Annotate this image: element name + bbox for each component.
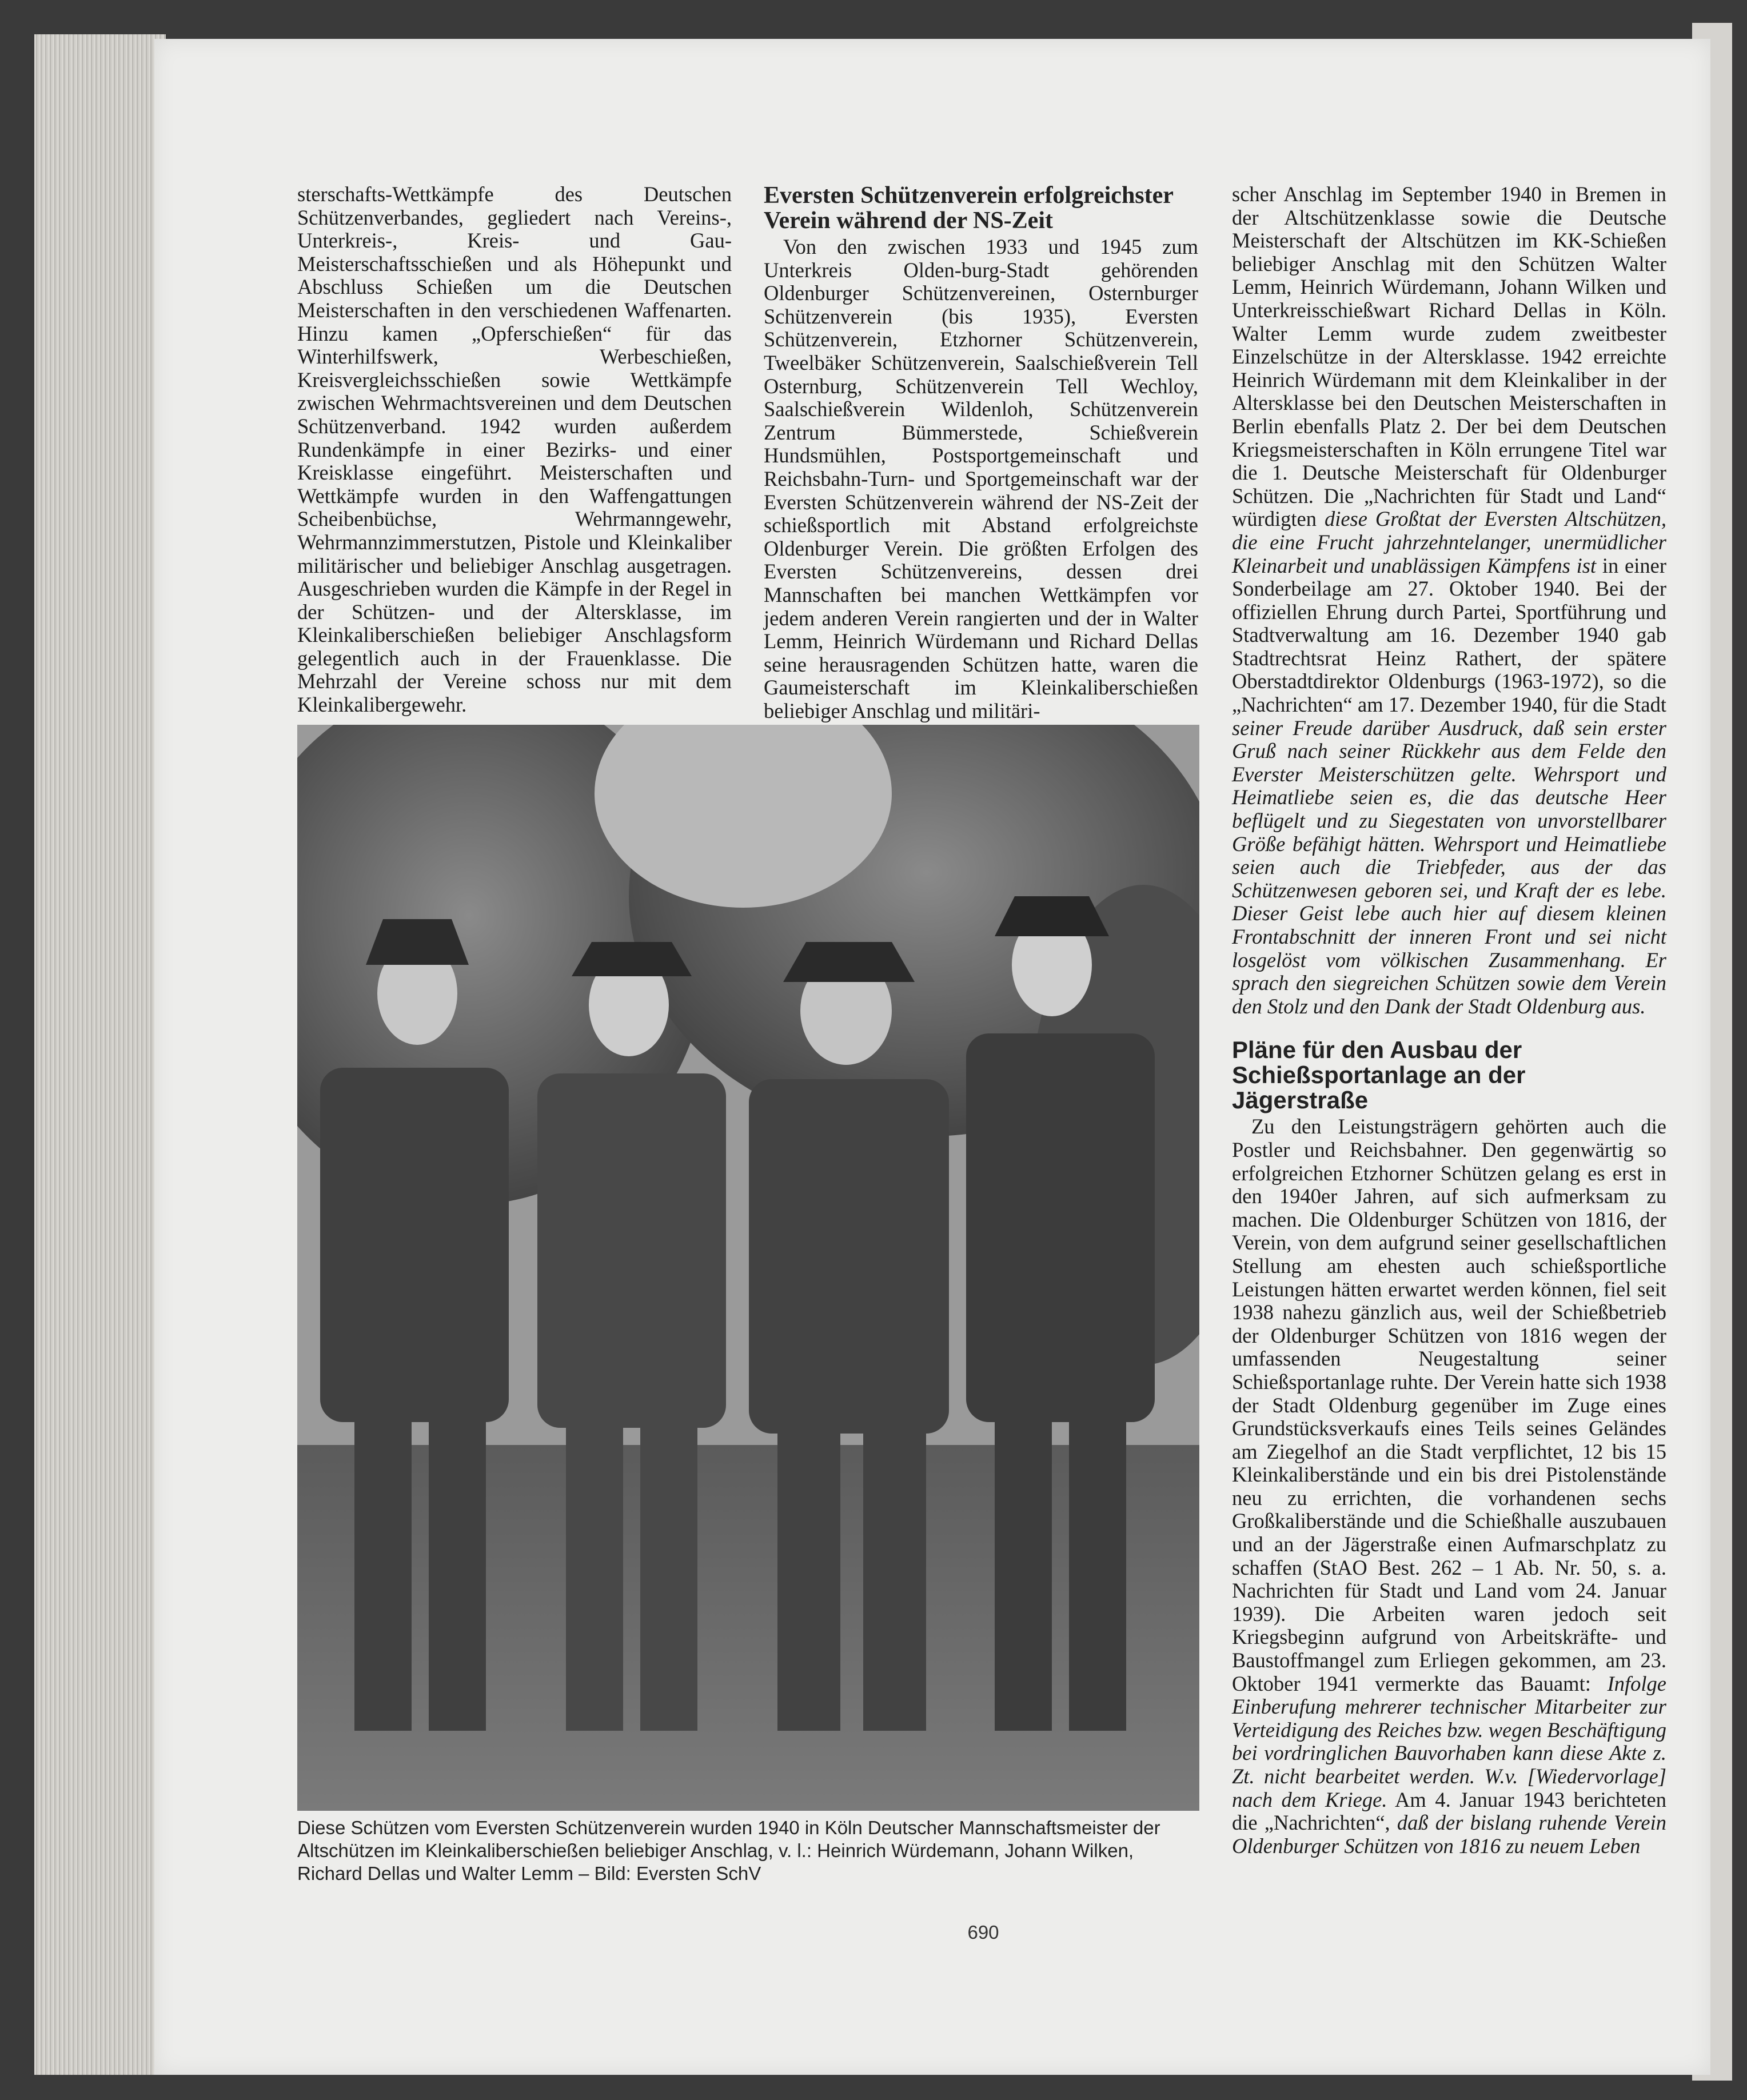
photo-caption: Diese Schützen vom Eversten Schützenverein wurden 1940 in Köln Deutscher Mannschaftsmeister der Altschützen im Kleinkaliberschießen beliebiger Anschlag, v. l.: Heinrich Würdemann, Johann Wilken, Richard Dellas und Walter Lemm – Bild: Eversten SchV bbox=[297, 1817, 1160, 1884]
text-run: scher Anschlag im September 1940 in Bremen in der Altschützenklasse sowie die Deutsche Meisterschaft der Altschützen im KK-Schießen beliebiger Anschlag mit den Schützen Walter Lemm, Heinrich Würdemann, Johann Wilken und Unterkreisschießwart Richard Dellas in Köln. Walter Lemm wurde zudem zweitbester Einzelschütze in der Altersklasse. 1942 erreichte Heinrich Würdemann mit dem Kleinkaliber in der Altersklasse bei den Deutschen Meisterschaften in Berlin ebenfalls Platz 2. Der bei dem Deutschen Kriegsmeisterschaften in Köln errungene Titel war die 1. Deutsche Meisterschaft für Oldenburger Schützen. Die „Nachrichten für Stadt und Land“ würdigten bbox=[1232, 182, 1666, 531]
column-1-text: sterschafts-Wettkämpfe des Deutschen Schützenverbandes, gegliedert nach Vereins-, Unterkreis-, Kreis- und Gau-Meisterschaftsschießen und als Höhepunkt und Abschluss Schießen um die Deutschen Meisterschaften in den verschiedenen Waffenarten. Hinzu kamen „Opferschießen“ für das Winterhilfswerk, Werbeschießen, Kreisvergleichsschießen sowie Wettkämpfe zwischen Wehrmachtsvereinen und dem Deutschen Schützenverband. 1942 wurden außerdem Rundenkämpfe in einer Bezirks- und einer Kreisklasse eingeführt. Meisterschaften und Wettkämpfe wurden in den Waffengattungen Scheibenbüchse, Wehrmanngewehr, Wehrmannzimmerstutzen, Pistole und Kleinkaliber militärischer und beliebiger Anschlag ausgetragen. Ausgeschrieben wurden die Kämpfe in der Regel in der Schützen- und der Altersklasse, im Kleinkaliberschießen beliebiger Anschlagsform gelegentlich auch in der Frauenklasse. Die Mehrzahl der Vereine schoss nur mit dem Kleinkalibergewehr. bbox=[297, 182, 732, 717]
column-2 bbox=[764, 183, 1198, 722]
text-run: Am 4. Januar 1943 berichteten die „Nachrichten“, bbox=[1232, 1787, 1666, 1835]
quote-run: seiner Freude darüber Ausdruck, daß sein erster Gruß nach seiner Rückkehr aus dem Felde den Everster Meisterschützen gelte. Wehrsport und Heimatliebe seien es, die das deutsche Heer beflügelt und zu Siegestaten von unvorstellbarer Größe befähigt hätten. Wehrsport und Heimatliebe seien auch die Triebfeder, aus der das Schützenwesen geboren sei, und Kraft der es lebe. Dieser Geist lebe auch hier auf diesem kleinen Frontabschnitt der inneren Front und sei nicht losgelöst vom völkischen Zusammenhang. Er sprach den siegreichen Schützen sowie dem Verein den Stolz und den Dank der Stadt Oldenburg aus. bbox=[1232, 716, 1666, 1018]
text-run: Zu den Leistungsträgern gehörten auch die Postler und Reichsbahner. Den gegenwärtig so erfolgreichen Etzhorner Schützen gelang es erst in den 1940er Jahren, auf sich aufmerksam zu machen. Die Oldenburger Schützen von 1816, der Verein, von dem aufgrund seiner gesellschaftlichen Stellung am ehesten auch schießsportliche Leistungen hätten erwartet werden können, fiel seit 1938 nahezu gänzlich aus, weil der Schießbetrieb der Oldenburger Schützen von 1816 wegen der umfassenden Neugestaltung seiner Schießsportanlage ruhte. Der Verein hatte sich 1938 der Stadt Oldenburg gegenüber im Zuge eines Grundstücksverkaufs eines Teils seines Geländes am Ziegelhof an die Stadt verpflichtet, 12 bis 15 Kleinkaliberstände und ein bis drei Pistolenstände neu zu errichten, die vorhandenen sechs Großkaliberstände und die Schießhalle auszubauen und an der Jägerstraße einen Aufmarschplatz zu schaffen (StAO Best. 262 – 1 Ab. Nr. 50, s. a. Nachrichten für Stadt und Land vom 24. Januar 1939). Die Arbeiten waren jedoch seit Kriegsbeginn aufgrund von Arbeitskräfte- und Baustoffmangel zum Erliegen gekommen, am 23. Oktober 1941 vermerkte das Bauamt: bbox=[1232, 1115, 1666, 1695]
column-3-paragraph-2 bbox=[1232, 1115, 1666, 1858]
column-1 bbox=[297, 183, 732, 717]
column-3 bbox=[1232, 183, 1666, 1858]
page-number: 690 bbox=[967, 1922, 999, 1943]
quote-run: Infolge Einberufung mehrerer technischer Mitarbeiter zur Verteidigung des Reiches bzw. wegen Beschäftigung bei vordringlichen Bauvorhaben kann diese Akte z. Zt. nicht bearbeitet werden. W.v. [Wiedervorlage] nach dem Kriege. bbox=[1232, 1671, 1666, 1811]
book-page-edges bbox=[34, 34, 166, 2075]
section-heading-eversten: Eversten Schützenverein erfolgreichster Verein während der NS-Zeit bbox=[764, 182, 1174, 234]
quote-run: daß der bislang ruhende Verein Oldenburger Schützen von 1816 zu neuem Leben bbox=[1232, 1811, 1667, 1858]
quote-run: diese Großtat der Eversten Altschützen, die eine Frucht jahrzehntelanger, unermüdlicher Kleinarbeit und unablässigen Kämpfens ist bbox=[1232, 507, 1666, 577]
section-heading-plaene: Pläne für den Ausbau der Schießsportanlage an der Jägerstraße bbox=[1232, 1036, 1526, 1114]
column-2-text: Von den zwischen 1933 und 1945 zum Unterkreis Olden-burg-Stadt gehörenden Oldenburger Schützenvereinen, Osternburger Schützenverein (bis 1935), Eversten Schützenverein, Etzhorner Schützenverein, Tweelbäker Schützenverein, Saalschießverein Tell Osternburg, Schützenverein Tell Wechloy, Saalschießverein Wildenloh, Schützenverein Zentrum Bümmerstede, Schießverein Hundsmühlen, Postsportgemeinschaft und Reichsbahn-Turn- und Sportgemeinschaft war der Eversten Schützenverein während der NS-Zeit der schießsportlich mit Abstand erfolgreichste Oldenburger Verein. Die größten Erfolgen des Eversten Schützenvereins, dessen drei Mannschaften bei manchen Wettkämpfen vor jedem anderen Verein rangierten und der in Walter Lemm, Heinrich Würdemann und Richard Dellas seine herausragenden Schützen hatte, waren die Gaumeisterschaft im Kleinkaliberschießen beliebiger Anschlag und militäri- bbox=[764, 235, 1198, 722]
photo-four-marksmen bbox=[297, 725, 1199, 1811]
text-run: in einer Sonderbeilage am 27. Oktober 1940. Bei der offiziellen Ehrung durch Partei, Sportführung und Stadtverwaltung am 16. Dezember 1940 gab Stadtrechtsrat Heinz Rathert, der spätere Oberstadtdirektor Oldenburgs (1963-1972), so die „Nachrichten“ am 17. Dezember 1940, für die Stadt bbox=[1232, 553, 1666, 717]
column-3-paragraph-1 bbox=[1232, 183, 1666, 1018]
